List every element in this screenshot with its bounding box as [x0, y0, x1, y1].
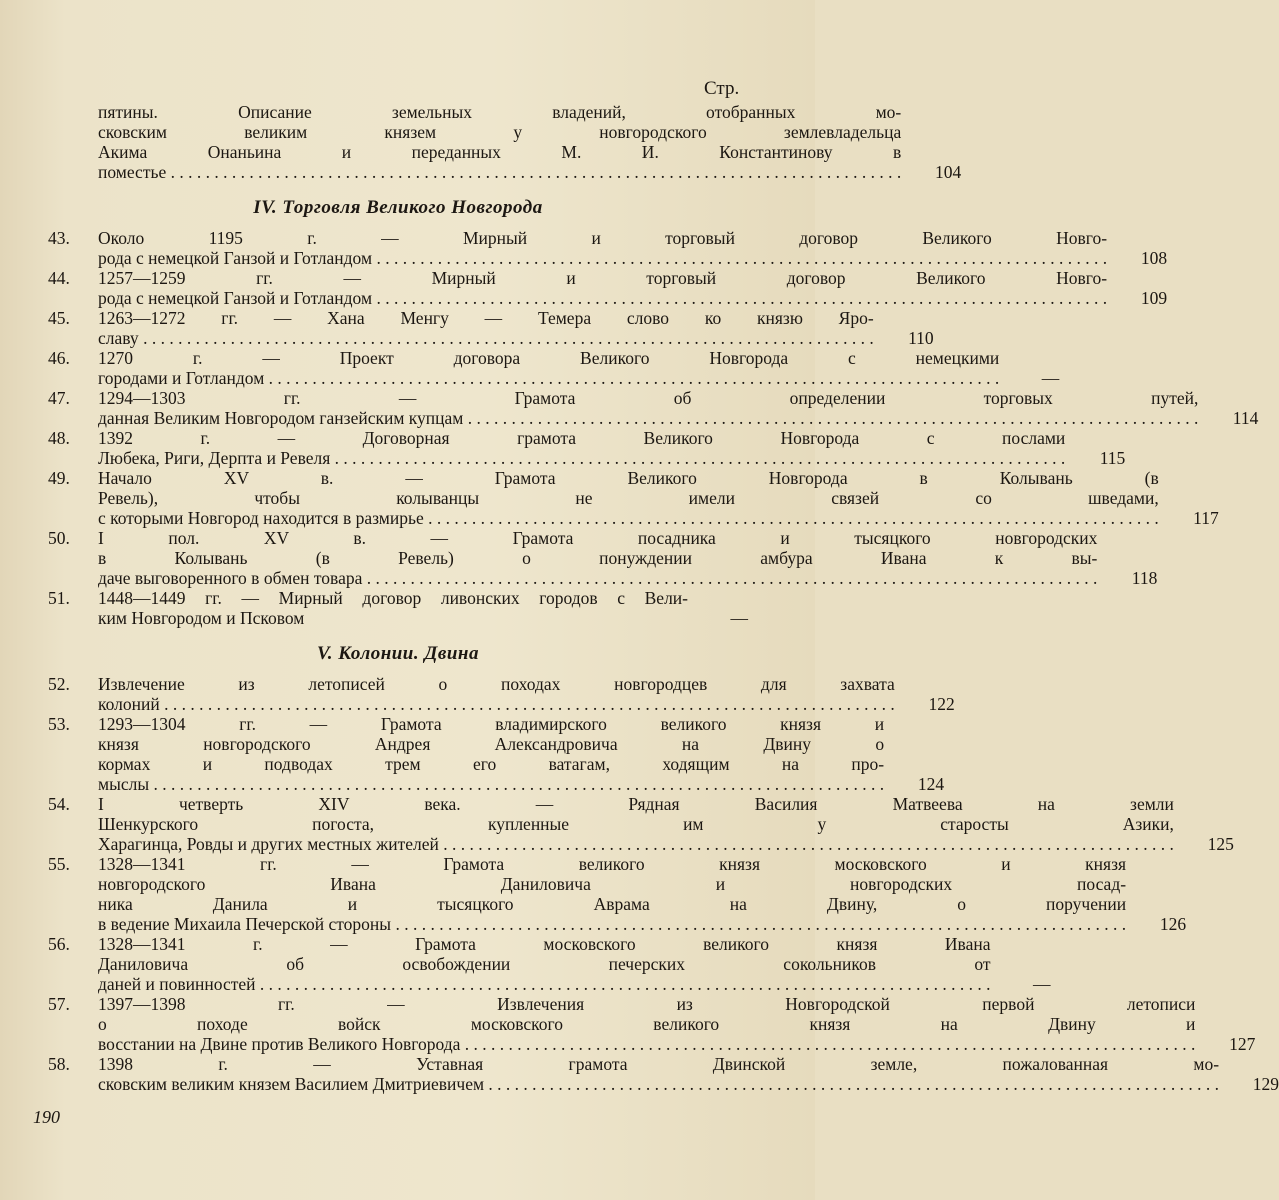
entry-page: —: [730, 608, 748, 628]
entry-number: 54.: [48, 794, 70, 814]
entry-last-line: [98, 1034, 1195, 1054]
entry-line: I пол. XV в. — Грамота посадника и тысяцкого новгородских: [98, 528, 1098, 548]
entry-body: [98, 228, 1167, 268]
entry-line: Ревель), чтобы колыванцы не имели связей со шведами,: [98, 488, 1159, 508]
entry-page: —: [1033, 974, 1051, 994]
page-number: 190: [33, 1107, 60, 1127]
entry-line: 1398 г. — Уставная грамота Двинской земле, пожалованная мо-: [98, 1054, 1220, 1074]
section-heading: IV. Торговля Великого Новгорода: [253, 197, 543, 218]
entry-last-line: [98, 448, 1065, 468]
entry-last-text: восстании на Двине против Великого Новгорода: [98, 1034, 461, 1054]
entry-line: Даниловича об освобождении печерских сокольников от: [98, 954, 991, 974]
entry-last-line: [98, 834, 1174, 854]
entry-page: 110: [908, 328, 934, 348]
entry-last-line: [98, 694, 895, 714]
entry-line: Акима Онаньина и переданных М. И. Константинову в: [98, 142, 902, 162]
table-of-contents: [48, 102, 1279, 1094]
entry-page: 125: [1207, 834, 1234, 854]
entry-page: 104: [934, 162, 962, 182]
entry-number: 55.: [48, 854, 70, 874]
entry-title: [98, 102, 901, 182]
toc-entry: [48, 588, 748, 628]
entry-last-text: городами и Готландом: [98, 368, 265, 388]
entry-number: 45.: [48, 308, 70, 328]
entry-last-text: сковским великим князем Василием Дмитриевичем: [98, 1074, 485, 1094]
entry-title: [98, 588, 688, 628]
entry-body: [98, 854, 1186, 934]
entry-number: 50.: [48, 528, 70, 548]
entry-body: [98, 934, 1051, 994]
leader-dots: . . . . . . . . . . . . . . . . . . . . . . . . . . . . . . . . . . . . . . . . . . . . . . . . . . . . . . . . . . . . . . . . . . . . . . . . . . . . . . . . . . . .: [264, 368, 1000, 388]
entry-last-text: ким Новгородом и Псковом: [98, 608, 305, 628]
entry-body: [98, 468, 1219, 528]
leader-dots: . . . . . . . . . . . . . . . . . . . . . . . . . . . . . . . . . . . . . . . . . . . . . . . . . . . . . . . . . . . . . . . . . . . . . . . . . . . . . . . . . . . .: [255, 974, 991, 994]
toc-entry: [48, 674, 955, 714]
entry-line: 1397—1398 гг. — Извлечения из Новгородской первой летописи: [98, 994, 1196, 1014]
entry-line: ника Данила и тысяцкого Аврама на Двину, о поручении: [98, 894, 1127, 914]
entry-number: 46.: [48, 348, 70, 368]
toc-entry: [48, 1054, 1279, 1094]
toc-entry: [48, 714, 945, 794]
entry-number: [48, 102, 98, 182]
entry-page: 115: [1099, 448, 1126, 468]
entry-last-line: [98, 408, 1198, 428]
entry-title: [98, 388, 1198, 428]
entry-page: 114: [1232, 408, 1259, 428]
entry-body: [98, 308, 934, 348]
entry-body: [98, 588, 748, 628]
entry-page: 127: [1229, 1034, 1256, 1054]
entry-last-line: [98, 162, 901, 182]
leader-dots: . . . . . . . . . . . . . . . . . . . . . . . . . . . . . . . . . . . . . . . . . . . . . . . . . . . . . . . . . . . . . . . . . . . . . . . . . . . . . . . . . . . .: [362, 568, 1098, 588]
entry-title: [98, 674, 895, 714]
toc-entry: [48, 794, 1234, 854]
entry-number: 58.: [48, 1054, 70, 1074]
entry-last-line: [98, 774, 884, 794]
entry-last-text: славу: [98, 328, 139, 348]
entry-title: [98, 268, 1107, 308]
entry-line: 1294—1303 гг. — Грамота об определении торговых путей,: [98, 388, 1199, 408]
toc-entry: [48, 388, 1259, 428]
entry-last-line: [98, 248, 1107, 268]
toc-entry: [48, 428, 1126, 468]
entry-last-text: поместье: [98, 162, 167, 182]
entry-page: —: [1041, 368, 1060, 388]
entry-body: [98, 1054, 1279, 1094]
entry-line: 1328—1341 г. — Грамота московского великого князя Ивана: [98, 934, 991, 954]
toc-entry: [48, 994, 1256, 1054]
entry-number: 47.: [48, 388, 70, 408]
entry-body: [98, 794, 1234, 854]
entry-body: [98, 674, 955, 714]
entry-line: пятины. Описание земельных владений, отобранных мо-: [98, 102, 902, 122]
entry-title: [98, 228, 1107, 268]
entry-last-text: Любека, Риги, Дерпта и Ревеля: [98, 448, 331, 468]
entry-line: Около 1195 г. — Мирный и торговый договор Великого Новго-: [98, 228, 1108, 248]
entry-line: в Колывань (в Ревель) о понуждении амбура Ивана к вы-: [98, 548, 1098, 568]
leader-dots: . . . . . . . . . . . . . . . . . . . . . . . . . . . . . . . . . . . . . . . . . . . . . . . . . . . . . . . . . . . . . . . . . . . . . . . . . . . . . . . . . . . .: [166, 162, 902, 182]
entry-last-line: [98, 974, 991, 994]
entry-page: 126: [1159, 914, 1187, 934]
entry-line: 1448—1449 гг. — Мирный договор ливонских городов с Вели-: [98, 588, 688, 608]
entry-page: 108: [1140, 248, 1168, 268]
entry-last-line: [98, 328, 874, 348]
entry-title: [98, 468, 1159, 528]
toc-entry: [48, 268, 1168, 308]
leader-dots: . . . . . . . . . . . . . . . . . . . . . . . . . . . . . . . . . . . . . . . . . . . . . . . . . . . . . . . . . . . . . . . . . . . . . . . . . . . . . . . . . . . .: [438, 834, 1174, 854]
entry-line: 1328—1341 гг. — Грамота великого князя московского и князя: [98, 854, 1127, 874]
entry-number: 49.: [48, 468, 70, 488]
entry-line: Начало XV в. — Грамота Великого Новгорода в Колывань (в: [98, 468, 1159, 488]
leader-dots: . . . . . . . . . . . . . . . . . . . . . . . . . . . . . . . . . . . . . . . . . . . . . . . . . . . . . . . . . . . . . . . . . . . . . . . . . . . . . . . . . . . .: [463, 408, 1199, 428]
entry-title: [98, 994, 1195, 1054]
entry-number: 48.: [48, 428, 70, 448]
entry-line: Шенкурского погоста, купленные им у старосты Азики,: [98, 814, 1174, 834]
entry-last-text: даче выговоренного в обмен товара: [98, 568, 363, 588]
leader-dots: . . . . . . . . . . . . . . . . . . . . . . . . . . . . . . . . . . . . . . . . . . . . . . . . . . . . . . . . . . . . . . . . . . . . . . . . . . . . . . . . . . . .: [330, 448, 1066, 468]
entry-last-line: [98, 608, 688, 628]
toc-entry: [48, 228, 1168, 268]
entry-body: [98, 268, 1167, 308]
entry-body: [98, 348, 1059, 388]
entry-last-line: [98, 1074, 1219, 1094]
entry-body: [98, 102, 961, 182]
entry-page: 124: [917, 774, 945, 794]
entry-line: кормах и подводах трем его ватагам, ходящим на про-: [98, 754, 885, 774]
entry-number: 53.: [48, 714, 70, 734]
entry-last-line: [98, 914, 1126, 934]
leader-dots: . . . . . . . . . . . . . . . . . . . . . . . . . . . . . . . . . . . . . . . . . . . . . . . . . . . . . . . . . . . . . . . . . . . . . . . . . . . . . . . . . . . .: [159, 694, 895, 714]
entry-line: о походе войск московского великого князя на Двину и: [98, 1014, 1196, 1034]
entry-last-text: Харагинца, Ровды и других местных жителей: [98, 834, 439, 854]
entry-line: Извлечение из летописей о походах новгородцев для захвата: [98, 674, 895, 694]
entry-line: 1270 г. — Проект договора Великого Новгорода с немецкими: [98, 348, 1000, 368]
section-heading: V. Колонии. Двина: [317, 643, 479, 664]
entry-body: [98, 714, 944, 794]
leader-dots: . . . . . . . . . . . . . . . . . . . . . . . . . . . . . . . . . . . . . . . . . . . . . . . . . . . . . . . . . . . . . . . . . . . . . . . . . . . . . . . . . . . .: [372, 288, 1108, 308]
entry-line: князя новгородского Андрея Александровича на Двину о: [98, 734, 885, 754]
entry-line: 1392 г. — Договорная грамота Великого Новгорода с послами: [98, 428, 1066, 448]
entry-last-line: [98, 368, 999, 388]
entry-body: [98, 528, 1157, 588]
entry-last-line: [98, 288, 1107, 308]
entry-last-line: [98, 508, 1159, 528]
entry-body: [98, 428, 1125, 468]
leader-dots: . . . . . . . . . . . . . . . . . . . . . . . . . . . . . . . . . . . . . . . . . . . . . . . . . . . . . . . . . . . . . . . . . . . . . . . . . . . . . . . . . . . .: [138, 328, 874, 348]
entry-last-text: даней и повинностей: [98, 974, 256, 994]
entry-number: 44.: [48, 268, 70, 288]
entry-number: 51.: [48, 588, 70, 608]
entry-line: сковским великим князем у новгородского землевладельца: [98, 122, 902, 142]
entry-page: 122: [928, 694, 955, 714]
entry-page: 117: [1193, 508, 1219, 528]
entry-title: [98, 714, 884, 794]
entry-title: [98, 528, 1097, 588]
entry-line: новгородского Ивана Даниловича и новгородских посад-: [98, 874, 1127, 894]
entry-title: [98, 428, 1065, 468]
toc-entry: [48, 348, 1060, 388]
entry-last-text: колоний: [98, 694, 160, 714]
entry-page: 129: [1252, 1074, 1279, 1094]
entry-body: [98, 994, 1255, 1054]
entry-page: 118: [1131, 568, 1158, 588]
entry-title: [98, 348, 999, 388]
entry-title: [98, 854, 1126, 934]
toc-entry: [48, 468, 1219, 528]
entry-number: 52.: [48, 674, 70, 694]
leader-dots: . . . . . . . . . . . . . . . . . . . . . . . . . . . . . . . . . . . . . . . . . . . . . . . . . . . . . . . . . . . . . . . . . . . . . . . . . . . . . . . . . . . .: [423, 508, 1159, 528]
entry-number: 43.: [48, 228, 70, 248]
toc-entry: [48, 934, 1051, 994]
entry-last-text: с которыми Новгород находится в размирье: [98, 508, 424, 528]
entry-title: [98, 934, 991, 994]
entry-body: [98, 388, 1258, 428]
entry-line: 1257—1259 гг. — Мирный и торговый договор Великого Новго-: [98, 268, 1108, 288]
entry-number: 56.: [48, 934, 70, 954]
entry-last-line: [98, 568, 1097, 588]
leader-dots: . . . . . . . . . . . . . . . . . . . . . . . . . . . . . . . . . . . . . . . . . . . . . . . . . . . . . . . . . . . . . . . . . . . . . . . . . . . . . . . . . . . .: [391, 914, 1127, 934]
entry-title: [98, 1054, 1219, 1094]
page-column-label: Стр.: [704, 78, 740, 99]
entry-line: 1263—1272 гг. — Хана Менгу — Темера слово ко князю Яро-: [98, 308, 874, 328]
entry-line: 1293—1304 гг. — Грамота владимирского великого князя и: [98, 714, 885, 734]
entry-line: I четверть XIV века. — Рядная Василия Матвеева на земли: [98, 794, 1174, 814]
entry-last-text: рода с немецкой Ганзой и Готландом: [98, 248, 373, 268]
toc-entry: [48, 308, 934, 348]
entry-page: 109: [1140, 288, 1168, 308]
entry-number: 57.: [48, 994, 70, 1014]
entry-last-text: рода с немецкой Ганзой и Готландом: [98, 288, 373, 308]
toc-entry: [48, 854, 1187, 934]
toc-entry: [48, 102, 962, 182]
entry-last-text: мыслы: [98, 774, 150, 794]
entry-last-text: данная Великим Новгородом ганзейским купцам: [98, 408, 464, 428]
toc-entry: [48, 528, 1158, 588]
entry-last-text: в ведение Михаила Печерской стороны: [98, 914, 392, 934]
leader-dots: . . . . . . . . . . . . . . . . . . . . . . . . . . . . . . . . . . . . . . . . . . . . . . . . . . . . . . . . . . . . . . . . . . . . . . . . . . . . . . . . . . . .: [484, 1074, 1220, 1094]
entry-title: [98, 308, 874, 348]
leader-dots: . . . . . . . . . . . . . . . . . . . . . . . . . . . . . . . . . . . . . . . . . . . . . . . . . . . . . . . . . . . . . . . . . . . . . . . . . . . . . . . . . . . .: [149, 774, 885, 794]
leader-dots: . . . . . . . . . . . . . . . . . . . . . . . . . . . . . . . . . . . . . . . . . . . . . . . . . . . . . . . . . . . . . . . . . . . . . . . . . . . . . . . . . . . .: [460, 1034, 1196, 1054]
leader-dots: . . . . . . . . . . . . . . . . . . . . . . . . . . . . . . . . . . . . . . . . . . . . . . . . . . . . . . . . . . . . . . . . . . . . . . . . . . . . . . . . . . . .: [372, 248, 1108, 268]
entry-title: [98, 794, 1174, 854]
